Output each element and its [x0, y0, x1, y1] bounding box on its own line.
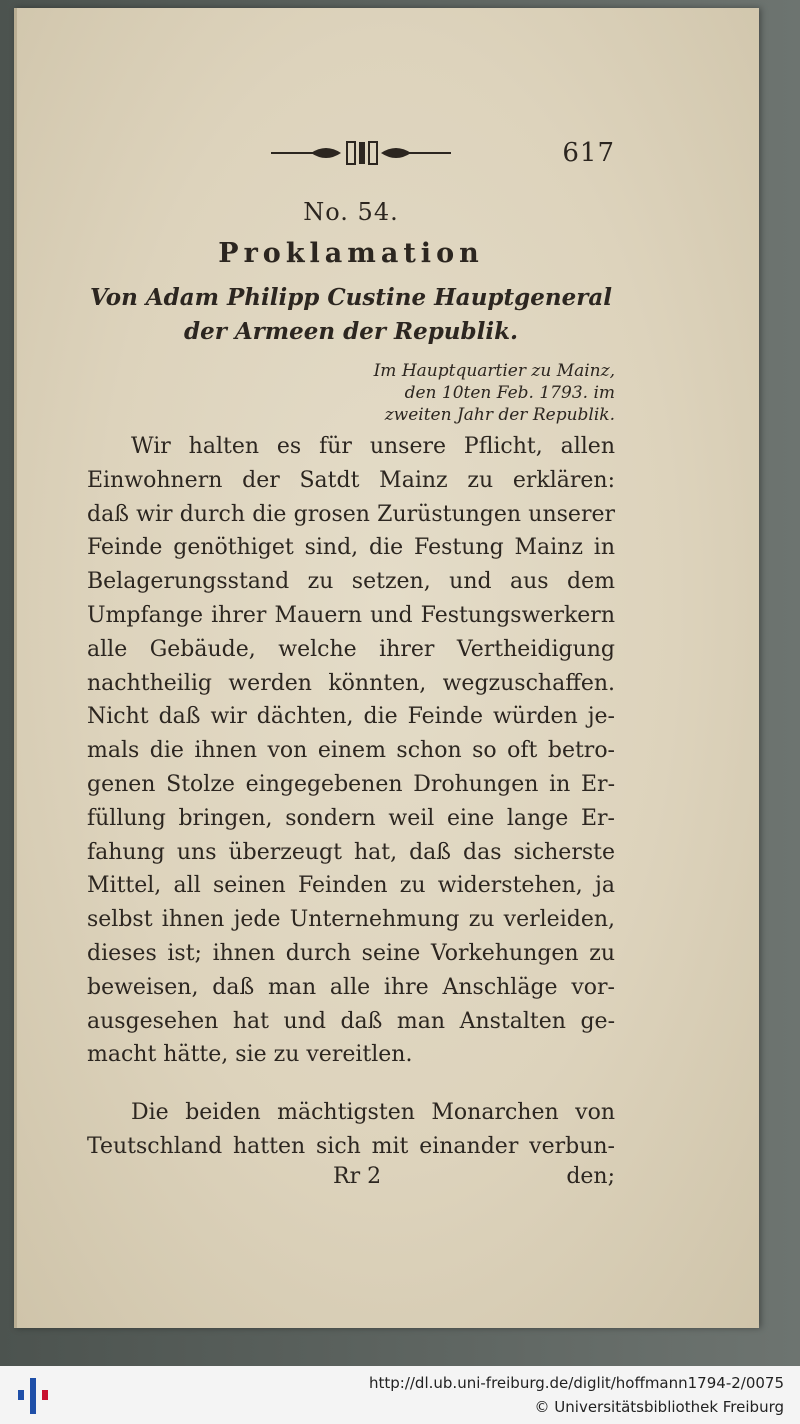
copyright-notice: © Universitätsbibliothek Freiburg	[534, 1398, 784, 1416]
text-line: Mittel, all seinen Feinden zu widerstehen, ja	[87, 873, 615, 899]
text-line: füllung bringen, sondern weil eine lange Er-	[87, 805, 615, 831]
text-line: nachtheilig werden könnten, wegzuschaffen.	[87, 670, 615, 696]
signature-mark: Rr 2	[333, 1164, 382, 1189]
viewer-footer	[0, 1366, 800, 1424]
paragraph-1	[87, 430, 615, 1072]
catchword: den;	[566, 1164, 615, 1189]
text-line: Nicht daß wir dächten, die Feinde würden je-	[87, 704, 615, 730]
text-line: Die beiden mächtigsten Monarchen von	[131, 1100, 615, 1125]
text-line: mals die ihnen von einem schon so oft betro-	[87, 738, 615, 764]
text-line: fahung uns überzeugt hat, daß das sicherste	[87, 839, 615, 865]
text-line: alle Gebäude, welche ihrer Vertheidigung	[87, 636, 615, 662]
text-line: macht hätte, sie zu vereitlen.	[87, 1042, 413, 1068]
book-page	[14, 8, 759, 1328]
text-line: ausgesehen hat und daß man Anstalten ge-	[87, 1008, 615, 1034]
dateline-line: Im Hauptquartier zu Mainz,	[373, 361, 615, 381]
text-line: Teutschland hatten sich mit einander verbun-	[87, 1133, 615, 1159]
document-title: Proklamation	[218, 238, 484, 269]
page-number: 617	[562, 138, 615, 168]
text-line: Feinde genöthiget sind, die Festung Mainz in	[87, 535, 615, 561]
paragraph-2	[87, 1096, 615, 1164]
subtitle-line-1: Von Adam Philipp Custine Hauptgeneral	[90, 284, 612, 311]
text-line: dieses ist; ihnen durch seine Vorkehungen zu	[87, 940, 615, 966]
text-line: selbst ihnen jede Unternehmung zu verleiden,	[87, 907, 615, 933]
dateline-line: den 10ten Feb. 1793. im	[404, 383, 615, 403]
dateline-line: zweiten Jahr der Republik.	[384, 405, 615, 425]
subtitle-line-2: der Armeen der Republik.	[183, 318, 519, 345]
dateline	[374, 360, 615, 426]
text-line: Einwohnern der Satdt Mainz zu erklären:	[87, 467, 615, 493]
permalink-url[interactable]: http://dl.ub.uni-freiburg.de/diglit/hoffmann1794-2/0075	[368, 1374, 784, 1392]
text-line: genen Stolze eingegebenen Drohungen in Er-	[87, 771, 615, 797]
text-line: beweisen, daß man alle ihre Anschläge vor-	[87, 974, 615, 1000]
ub-freiburg-logo-icon[interactable]	[16, 1376, 50, 1416]
text-line: Belagerungsstand zu setzen, und aus dem	[87, 569, 615, 595]
page-foot	[87, 1164, 615, 1198]
text-line: Umpfange ihrer Mauern und Festungswerkern	[87, 602, 615, 628]
text-line: daß wir durch die grosen Zurüstungen unserer	[87, 501, 615, 527]
document-number: No. 54.	[303, 198, 399, 226]
text-line: Wir halten es für unsere Pflicht, allen	[131, 434, 615, 459]
ornament-divider-icon	[271, 138, 451, 168]
